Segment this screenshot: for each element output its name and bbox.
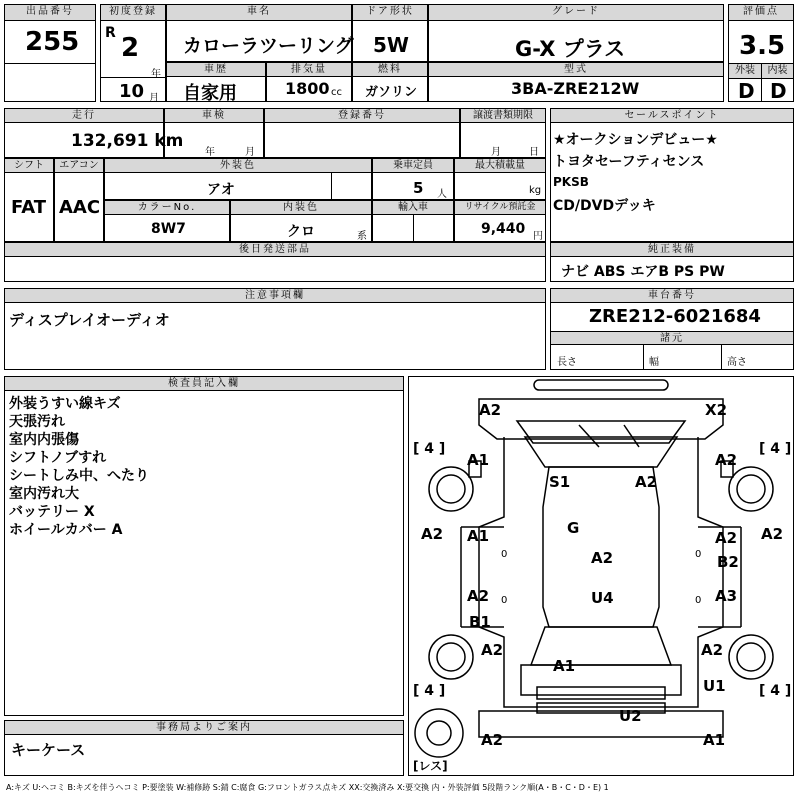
aircon-box xyxy=(54,158,104,242)
damage-mark: A3 xyxy=(715,587,738,605)
car-outline xyxy=(409,377,793,775)
damage-mark: U2 xyxy=(619,707,642,725)
score-box xyxy=(728,4,794,102)
interior-grade: D xyxy=(770,79,787,103)
damage-mark: X2 xyxy=(705,401,728,419)
damage-mark: A1 xyxy=(703,731,726,749)
displacement-label: 排気量 xyxy=(267,63,351,77)
sales-point-label: セールスポイント xyxy=(551,109,793,123)
displacement: 1800 xyxy=(285,79,330,98)
damage-mark: A2 xyxy=(481,641,504,659)
genuine-equip-box xyxy=(550,242,794,282)
max-load-label: 最大積載量 xyxy=(455,159,545,173)
color-no-label: カラーNo. xyxy=(105,201,229,215)
score: 3.5 xyxy=(739,31,786,61)
interior-label: 内装 xyxy=(761,64,793,79)
transfer-box xyxy=(460,108,546,158)
inspector-note: ホイールカバー A xyxy=(9,522,123,538)
damage-mark: A2 xyxy=(467,587,490,605)
tire-rear-left: [ 4 ] xyxy=(413,683,446,699)
reg-month: 10 xyxy=(119,81,145,102)
inspector-note: シフトノブすれ xyxy=(9,450,107,466)
shift: FAT xyxy=(11,197,47,218)
first-reg-label: 初度登録 xyxy=(101,5,165,21)
notes: ディスプレイオーディオ xyxy=(9,311,170,329)
month-unit: 月 xyxy=(149,93,159,104)
damage-diagram xyxy=(408,376,794,776)
inspector-label: 検査員記入欄 xyxy=(5,377,403,391)
grade-label: グレード xyxy=(429,5,723,21)
shift-label: シフト xyxy=(5,159,53,173)
transfer-month-unit: 月 xyxy=(491,147,501,158)
transfer-label: 譲渡書類期限 xyxy=(461,109,545,123)
cc-unit: cc xyxy=(331,87,342,98)
office-note: キーケース xyxy=(11,741,86,759)
damage-mark: U1 xyxy=(703,677,726,695)
inspector-list xyxy=(9,395,149,539)
insp-month-unit: 月 xyxy=(245,147,255,158)
grade-box xyxy=(428,4,724,62)
lot-box xyxy=(4,4,96,102)
genuine-equip-label: 純正装備 xyxy=(551,243,793,257)
model-box xyxy=(428,62,724,102)
first-reg-box xyxy=(100,4,166,102)
damage-mark: A2 xyxy=(481,731,504,749)
color-no-box xyxy=(104,200,230,242)
mileage-label: 走行 xyxy=(5,109,163,123)
people-unit: 人 xyxy=(437,189,447,200)
inspector-box xyxy=(4,376,404,716)
ext-color-label: 外装色 xyxy=(105,159,371,173)
panel-zero: 0 xyxy=(695,549,702,560)
fuel-box xyxy=(352,62,428,102)
yen-unit: 円 xyxy=(533,231,543,242)
damage-mark: A1 xyxy=(467,527,490,545)
mileage-box xyxy=(4,108,184,158)
sales-point-4: CD/DVDデッキ xyxy=(553,198,656,214)
history: 自家用 xyxy=(183,83,237,104)
chassis-box xyxy=(550,288,794,370)
lot-label: 出品番号 xyxy=(5,5,95,21)
damage-mark: U4 xyxy=(591,589,614,607)
damage-mark: A1 xyxy=(553,657,576,675)
transfer-day-unit: 日 xyxy=(529,147,539,158)
legend: A:キズ U:ヘコミ B:キズを伴うヘコミ P:要塗装 W:補修跡 S:錆 C:腐食 G:フロントガラス点キズ XX:交換済み X:要交換 内・外装評価 5段階ランク順(A・B・C・D・E) 1 xyxy=(6,783,609,792)
recycle-label: リサイクル預託金 xyxy=(455,201,545,215)
history-label: 車歴 xyxy=(167,63,265,77)
chassis-label: 車台番号 xyxy=(551,289,793,303)
door-type: 5W xyxy=(373,33,409,57)
max-load-box xyxy=(454,158,546,200)
reg-no-label: 登録番号 xyxy=(265,109,459,123)
inspector-note: 天張汚れ xyxy=(9,414,65,430)
damage-mark: A2 xyxy=(479,401,502,419)
length-label: 長さ xyxy=(557,357,577,368)
mileage: 132,691 km xyxy=(71,131,184,151)
height-label: 高さ xyxy=(727,357,747,368)
shift-box xyxy=(4,158,54,242)
tire-front-right: [ 4 ] xyxy=(759,441,792,457)
int-color-box xyxy=(230,200,372,242)
inspector-note: 室内内張傷 xyxy=(9,432,79,448)
spare-tire: [レス] xyxy=(413,759,448,773)
tire-front-left: [ 4 ] xyxy=(413,441,446,457)
capacity: 5 xyxy=(413,179,424,197)
damage-mark: A2 xyxy=(715,451,738,469)
door-label: ドア形状 xyxy=(353,5,427,21)
inspector-note: 室内汚れ大 xyxy=(9,486,79,502)
lot-number: 255 xyxy=(25,27,80,57)
exterior-grade: D xyxy=(738,79,755,103)
inspector-note: シートしみ中、へたり xyxy=(9,468,149,484)
capacity-box xyxy=(372,158,454,200)
chassis-no: ZRE212-6021684 xyxy=(589,306,761,327)
notes-label: 注意事項欄 xyxy=(5,289,545,303)
inspection-label: 車検 xyxy=(165,109,263,123)
kei-unit: 系 xyxy=(357,231,367,242)
damage-mark: A2 xyxy=(635,473,658,491)
notes-box xyxy=(4,288,546,370)
panel-zero: 0 xyxy=(501,595,508,606)
ext-color: アオ xyxy=(207,182,235,198)
tire-rear-right: [ 4 ] xyxy=(759,683,792,699)
damage-mark: A1 xyxy=(467,451,490,469)
recycle: 9,440 xyxy=(481,221,526,237)
sales-point-box xyxy=(550,108,794,242)
damage-mark: A2 xyxy=(761,525,784,543)
era: R xyxy=(105,25,116,41)
car-name-label: 車名 xyxy=(167,5,351,21)
damage-mark: A2 xyxy=(421,525,444,543)
later-parts-label: 後日発送部品 xyxy=(5,243,545,257)
width-label: 幅 xyxy=(649,357,659,368)
aircon: AAC xyxy=(59,197,101,218)
office-label: 事務局よりご案内 xyxy=(5,721,403,735)
door-box xyxy=(352,4,428,62)
car-name-box xyxy=(166,4,352,62)
insp-year-unit: 年 xyxy=(205,147,215,158)
recycle-box xyxy=(454,200,546,242)
sales-point-3: PKSB xyxy=(553,175,589,189)
panel-zero: 0 xyxy=(695,595,702,606)
model-code: 3BA-ZRE212W xyxy=(511,79,640,98)
history-box xyxy=(166,62,266,102)
specs-label: 諸元 xyxy=(551,331,793,345)
damage-mark: A2 xyxy=(591,549,614,567)
fuel-label: 燃料 xyxy=(353,63,427,77)
damage-mark: G xyxy=(567,519,580,537)
grade: G-X プラス xyxy=(515,37,626,61)
damage-mark: B1 xyxy=(469,613,491,631)
model-label: 型式 xyxy=(429,63,723,77)
score-label: 評価点 xyxy=(729,5,793,21)
inspection-box xyxy=(164,108,264,158)
ext-color-box xyxy=(104,158,372,200)
panel-zero: 0 xyxy=(501,549,508,560)
kg-unit: kg xyxy=(529,185,542,196)
damage-mark: B2 xyxy=(717,553,739,571)
import-label: 輸入車 xyxy=(373,201,453,215)
int-color: クロ xyxy=(287,224,315,240)
office-box xyxy=(4,720,404,776)
car-name: カローラツーリング xyxy=(183,35,354,57)
sales-point-2: トヨタセーフティセンス xyxy=(553,154,705,170)
displacement-box xyxy=(266,62,352,102)
capacity-label: 乗車定員 xyxy=(373,159,453,173)
inspector-note: 外装うすい線キズ xyxy=(9,396,121,412)
damage-mark: S1 xyxy=(549,473,571,491)
fuel: ガソリン xyxy=(365,85,418,100)
year-unit: 年 xyxy=(151,69,161,80)
reg-no-box xyxy=(264,108,460,158)
later-parts-box xyxy=(4,242,546,282)
damage-mark: A2 xyxy=(701,641,724,659)
exterior-label: 外装 xyxy=(729,64,761,79)
reg-year: 2 xyxy=(121,33,140,63)
aircon-label: エアコン xyxy=(55,159,103,173)
sales-point-1: ★オークションデビュー★ xyxy=(553,132,718,148)
import-box xyxy=(372,200,454,242)
inspector-note: バッテリー X xyxy=(9,504,95,520)
color-no: 8W7 xyxy=(151,221,186,237)
genuine-equip: ナビ ABS エアB PS PW xyxy=(561,264,725,280)
int-color-label: 内装色 xyxy=(231,201,371,215)
damage-mark: A2 xyxy=(715,529,738,547)
